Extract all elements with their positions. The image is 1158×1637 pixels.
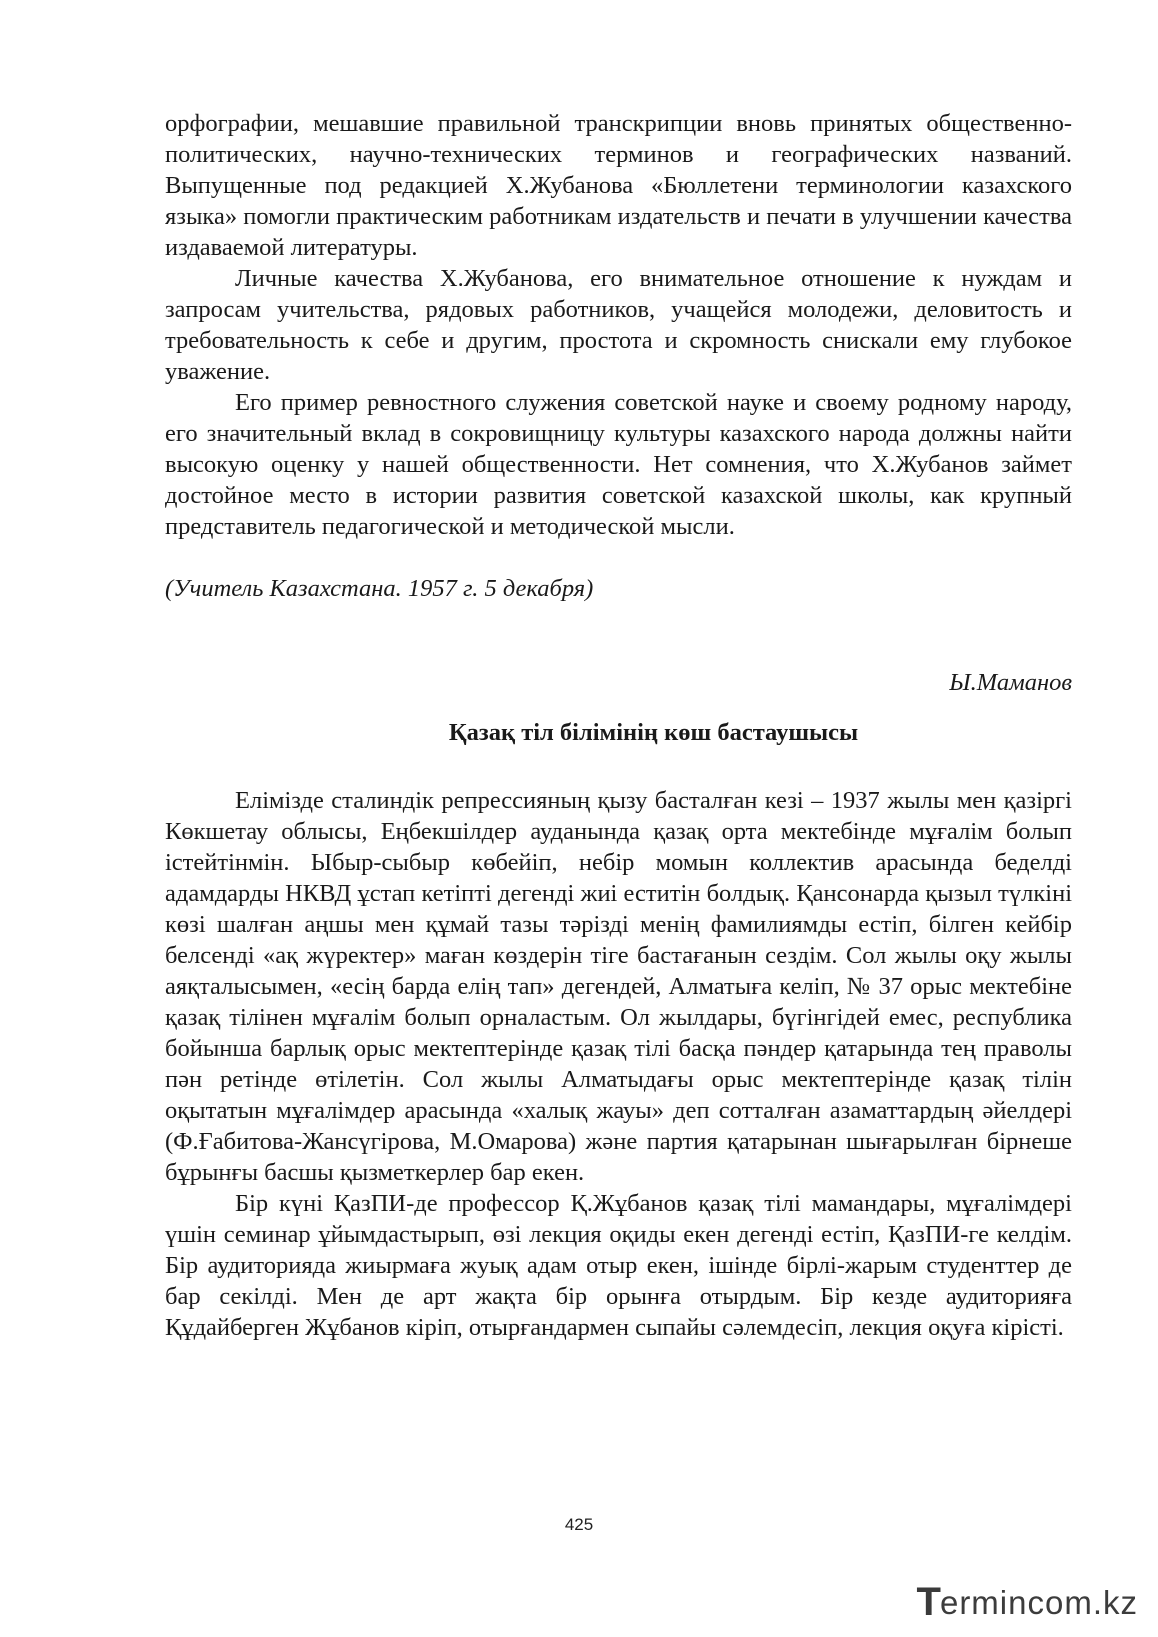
paragraph-3: Его пример ревностного служения советской науке и своему родному народу, его значительный вклад в сокровищницу культуры казахского народа должны найти высокую оценку у нашей общественности. Нет сомнения, что Х.Жубанов займет достойное место в истории развития советской казахской школы, как крупный представитель педагогической и методической мысли. xyxy=(165,389,1072,540)
paragraph-5: Бір күні ҚазПИ-де профессор Қ.Жұбанов қазақ тілі мамандары, мұғалімдері үшін семинар ұйымдастырып, өзі лекция оқиды екен дегенді естіп, ҚазПИ-ге келдім. Бір аудиторияда жиырмаға жуық адам отыр екен, ішінде бірлі-жарым студенттер де бар секілді. Мен де арт жақта бір орынға отырдым. Бір кезде аудиторияға Құдайберген Жұбанов кіріп, отырғандармен сыпайы сәлемдесіп, лекция оқуға кірісті. xyxy=(165,1190,1072,1341)
paragraph-2: Личные качества Х.Жубанова, его внимательное отношение к нуждам и запросам учительства, рядовых работников, учащейся молодежи, деловитость и требовательность к себе и другим, простота и скромность снискали ему глубокое уважение. xyxy=(165,265,1072,385)
page-number: 425 xyxy=(564,1515,594,1534)
article-body xyxy=(165,785,1072,1343)
site-watermark xyxy=(917,1580,1138,1625)
watermark-text: ermincom.kz xyxy=(939,1583,1138,1621)
article-heading: Қазақ тіл білімінің көш бастаушысы xyxy=(448,719,859,746)
author-name: Ы.Маманов xyxy=(949,669,1072,696)
document-body xyxy=(165,108,1072,1343)
paragraph-4: Елімізде сталиндік репрессияның қызу басталған кезі – 1937 жылы мен қазіргі Көкшетау облысы, Еңбекшілдер ауданында қазақ орта мектебінде мұғалім болып істейтінмін. Ыбыр-сыбыр көбейіп, небір момын коллектив арасында беделді адамдарды НКВД ұстап кетіпті дегенді жиі еститін болдық. Қансонарда қызыл түлкіні көзі шалған аңшы мен құмай тазы тәрізді менің фамилиямды естіп, білген кейбір белсенді «ақ жүректер» маған көздерін тіге бастағанын сездім. Сол жылы оқу жылы аяқталысымен, «есің барда елің тап» дегендей, Алматыға келіп, № 37 орыс мектебіне қазақ тілінен мұғалім болып орналастым. Ол жылдары, бүгінгідей емес, республика бойынша барлық орыс мектептерінде қазақ тілі басқа пәндер қатарында тең праволы пән ретінде өтілетін. Сол жылы Алматыдағы орыс мектептерінде қазақ тілін оқытатын мұғалімдер арасында «халық жауы» деп сотталған азаматтардың әйелдері (Ф.Ғабитова-Жансүгірова, М.Омарова) және партия қатарынан шығарылған бірнеше бұрынғы басшы қызметкерлер бар екен. xyxy=(165,787,1072,1186)
paragraph-1: орфографии, мешавшие правильной транскрипции вновь принятых общественно-политических, научно-технических терминов и географических названий. Выпущенные под редакцией Х.Жубанова «Бюллетени терминологии казахского языка» помогли практическим работникам издательств и печати в улучшении качества издаваемой литературы. xyxy=(165,110,1072,261)
source-citation: (Учитель Казахстана. 1957 г. 5 декабря) xyxy=(165,575,594,602)
watermark-logo-letter: T xyxy=(916,1580,942,1624)
